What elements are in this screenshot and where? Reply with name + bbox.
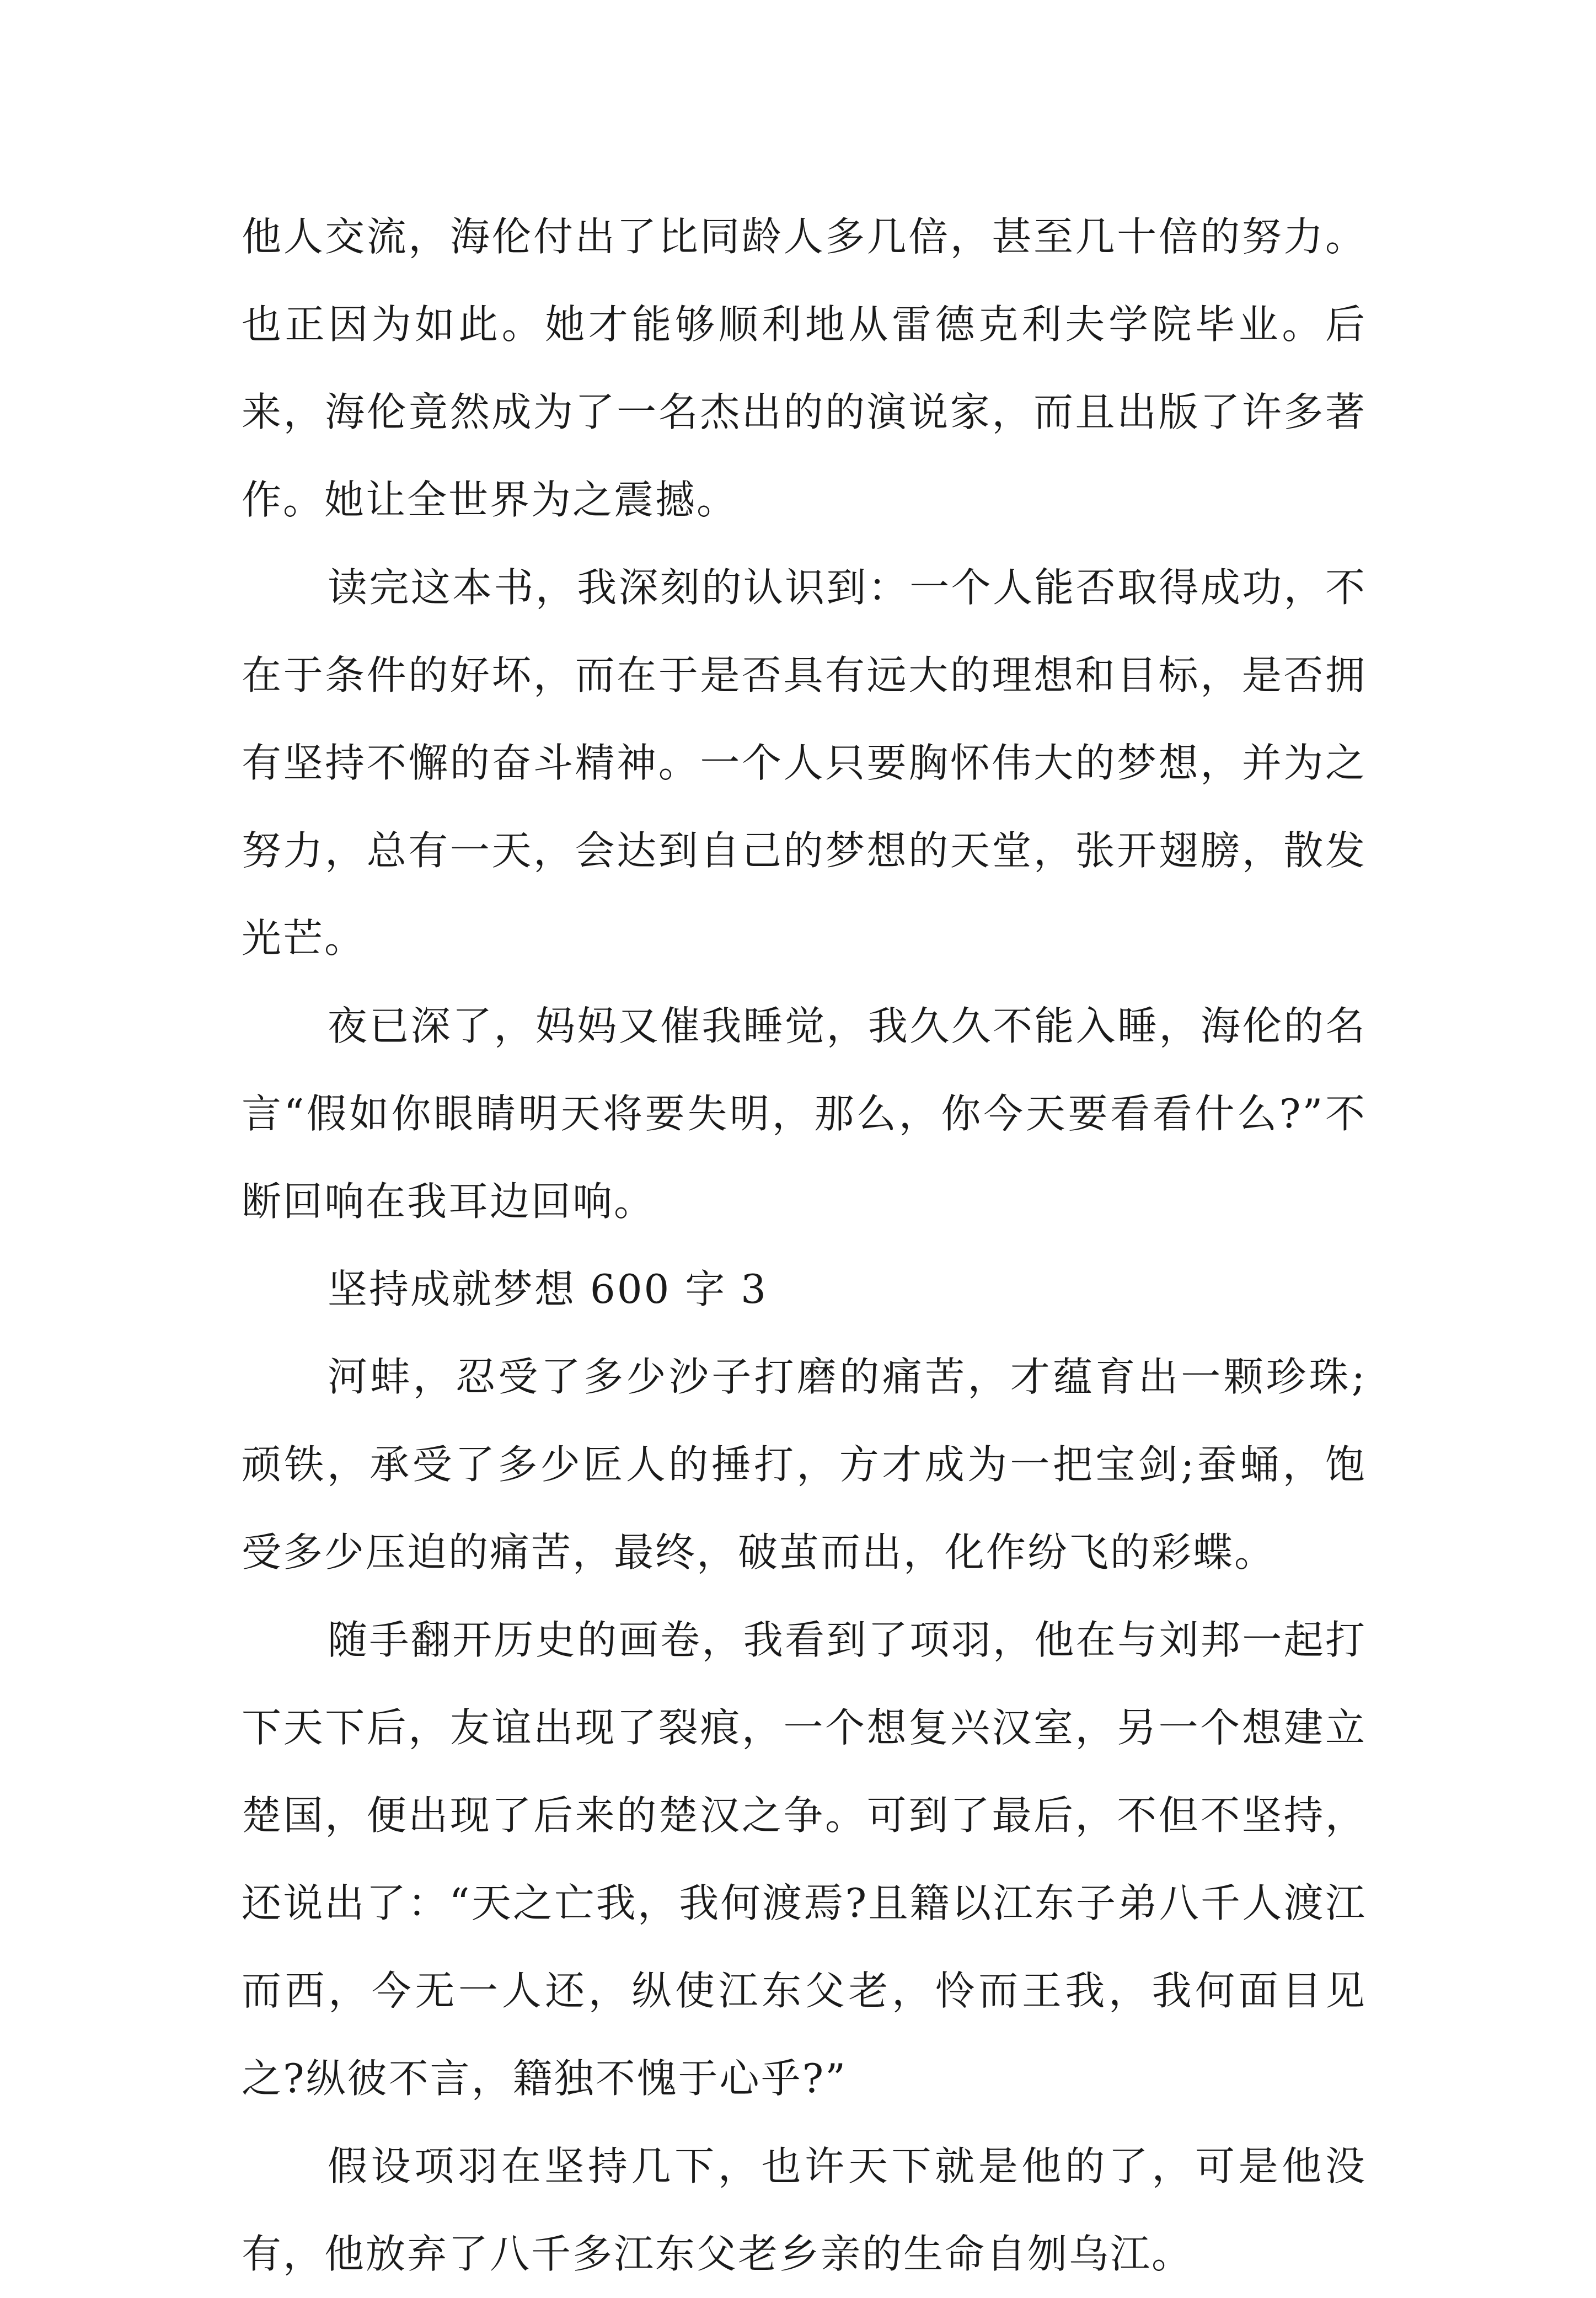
paragraph-xiang-yu-conclusion: 假设项羽在坚持几下，也许天下就是他的了，可是他没有，他放弃了八千多江东父老乡亲的生命自刎乌江。 (242, 2143, 1367, 2277)
paragraph-reflection: 读完这本书，我深刻的认识到：一个人能否取得成功，不在于条件的好坏，而在于是否具有远大的理想和目标，是否拥有坚持不懈的奋斗精神。一个人只要胸怀伟大的梦想，并为之努力，总有一天，会达到自己的梦想的天堂，张开翅膀，散发光芒。 (242, 564, 1367, 961)
paragraph-pearl-sword-butterfly: 河蚌，忍受了多少沙子打磨的痛苦，才蕴育出一颗珍珠;顽铁，承受了多少匠人的捶打，方才成为一把宝剑;蚕蛹，饱受多少压迫的痛苦，最终，破茧而出，化作纷飞的彩蝶。 (242, 1354, 1367, 1575)
essay-title: 坚持成就梦想 600 字 3 (328, 1266, 768, 1312)
paragraph-continuation: 他人交流，海伦付出了比同龄人多几倍，甚至几十倍的努力。也正因为如此。她才能够顺利地从雷德克利夫学院毕业。后来，海伦竟然成为了一名杰出的的演说家，而且出版了许多著作。她让全世界为之震撼。 (242, 213, 1367, 523)
paragraph-night-quote: 夜已深了，妈妈又催我睡觉，我久久不能入睡，海伦的名言“假如你眼睛明天将要失明，那么，你今天要看看什么?”不断回响在我耳边回响。 (242, 1003, 1367, 1225)
paragraph-xiang-yu-history: 随手翻开历史的画卷，我看到了项羽，他在与刘邦一起打下天下后，友谊出现了裂痕，一个想复兴汉室，另一个想建立楚国，便出现了后来的楚汉之争。可到了最后，不但不坚持，还说出了：“天之亡我，我何渡焉?且籍以江东子弟八千人渡江而西，今无一人还，纵使江东父老，怜而王我，我何面目见之?纵彼不言，籍独不愧于心乎?” (242, 1617, 1367, 2102)
document-body (242, 193, 1367, 2298)
